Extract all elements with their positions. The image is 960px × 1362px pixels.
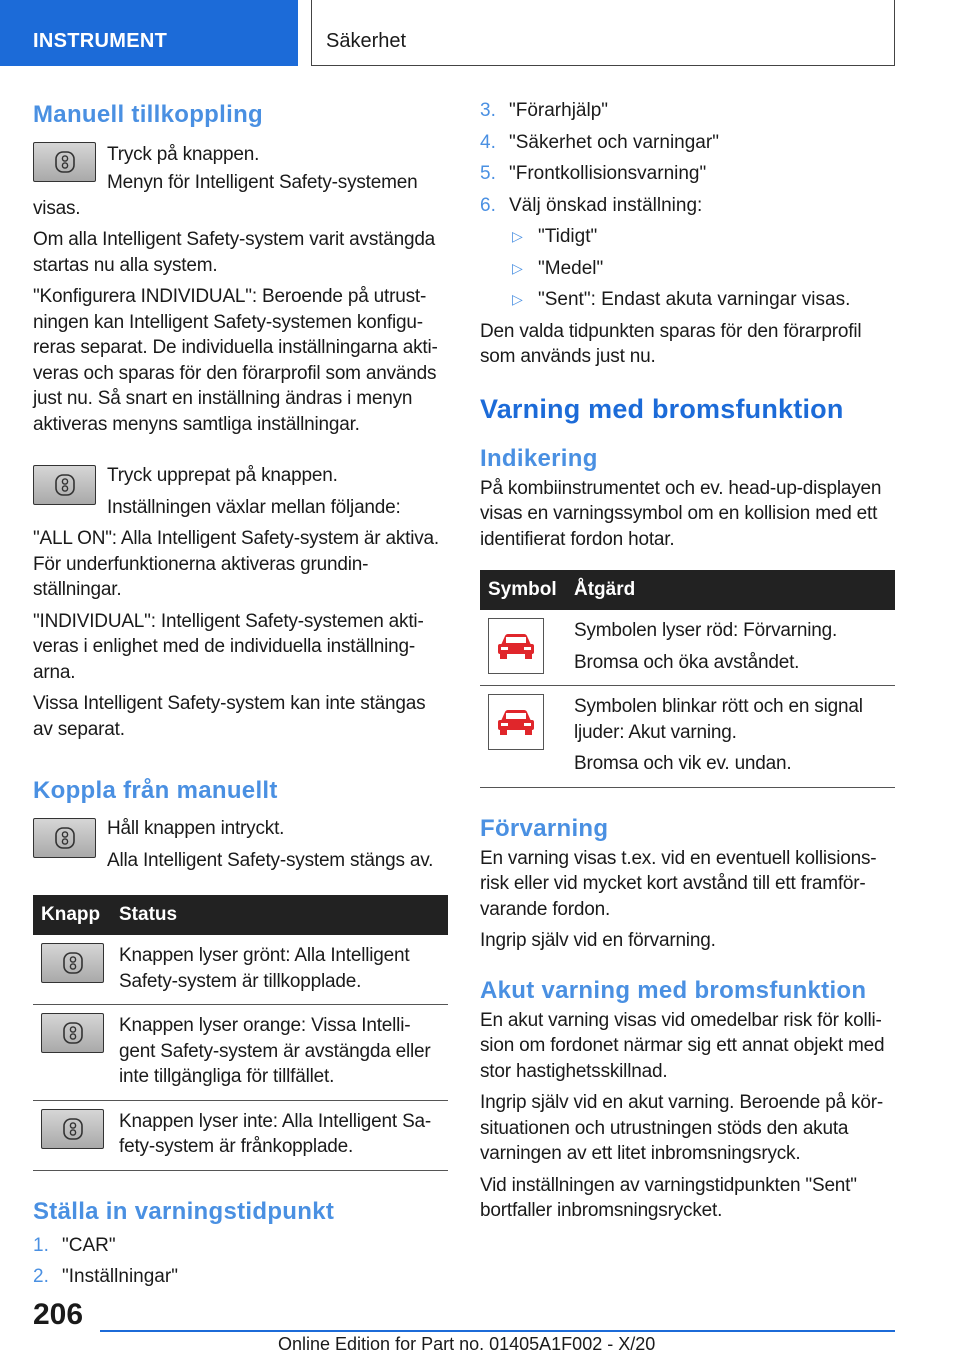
triangle-bullet-icon: ▷: [512, 291, 523, 307]
safety-button-icon: [33, 142, 96, 182]
heading-set-warning-time: Ställa in varningstidpunkt: [33, 1197, 335, 1225]
action-line: Bromsa och vik ev. undan.: [574, 753, 792, 774]
list-item: [480, 193, 895, 219]
table-row: [33, 1005, 448, 1101]
symbol-action-table: [480, 570, 895, 788]
list-item: [33, 1264, 448, 1290]
col-button-header: Knapp: [33, 895, 111, 935]
all-off-text: Alla Intelligent Safety-system stängs av.: [107, 849, 434, 871]
action-line: Bromsa och öka avståndet.: [574, 651, 800, 673]
option-text: "Medel": [538, 257, 604, 279]
some-cannot-text: Vissa Intelligent Safety-system kan inte stängas av separat.: [33, 693, 426, 740]
configure-individual-text: "Konfigurera INDIVIDUAL": Beroende på utrustningen kan Intelligent Safety-systemen konfigureras separat. De individuella inställningarna aktiveras och sparas för den förarprofil som används just nu. Så snart en inställning ändras i menyn aktiveras menyns samtliga inställningar.: [33, 286, 438, 435]
list-item: [509, 256, 895, 282]
steps-list-right: [480, 98, 895, 218]
page-number: 206: [33, 1298, 84, 1331]
prewarning-text: En varning visas t.ex. vid en eventuell kollisionsrisk eller vid mycket kort avstånd till ett framförvarande fordon.: [480, 847, 877, 920]
col-action-header: Åtgärd: [566, 570, 895, 610]
header-chapter-box: [311, 0, 895, 66]
acute-act-text: Ingrip själv vid en akut varning. Beroende på körsituationen och utrustningen stöds den akuta varningen av ett litet inbromsningsryck.: [480, 1092, 884, 1164]
heading-acute-warning: Akut varning med bromsfunktion: [480, 976, 867, 1004]
col-status-header: Status: [111, 895, 448, 935]
hold-button-block: [33, 814, 448, 873]
indication-text: På kombiinstrumentet och ev. head-up-displayen visas en varningssymbol om en kollision med ett identifierat fordon hotar.: [480, 477, 882, 550]
footer-edition: Online Edition for Part no. 01405A1F002 - X/20: [278, 1334, 656, 1354]
step-number: 1.: [33, 1234, 49, 1256]
individual-text: "INDIVIDUAL": Intelligent Safety-systemen aktiveras i enlighet med de individuella inställningarna.: [33, 610, 424, 683]
table-row: [33, 1100, 448, 1170]
heading-indication: Indikering: [480, 444, 598, 472]
safety-button-icon: [41, 1013, 104, 1053]
hold-button-text: Håll knappen intryckt.: [107, 818, 285, 839]
footer-divider: [100, 1330, 895, 1332]
step-text: "Säkerhet och varningar": [509, 131, 719, 153]
action-line: Symbolen lyser röd: Förvarning.: [574, 620, 838, 641]
list-item: [480, 98, 895, 124]
list-item: [509, 287, 895, 313]
status-cell: Knappen lyser grönt: Alla Intelligent Safety-system är tillkopplade.: [111, 935, 448, 1005]
options-list: [480, 224, 895, 313]
saved-note-text: Den valda tidpunkten sparas för den förarprofil som används just nu.: [480, 320, 862, 367]
col-symbol-header: Symbol: [480, 570, 566, 610]
action-line: Symbolen blinkar rött och en signal ljuder: Akut varning.: [574, 696, 863, 743]
status-cell: Knappen lyser inte: Alla Intelligent Safety-system är frånkopplade.: [111, 1100, 448, 1170]
steps-list-left: [33, 1233, 448, 1290]
right-column: [480, 98, 895, 1224]
step-number: 6.: [480, 194, 496, 216]
prewarning-act-text: Ingrip själv vid en förvarning.: [480, 930, 716, 951]
step-number: 2.: [33, 1266, 49, 1287]
table-row: [480, 610, 895, 686]
table-row: [33, 935, 448, 1005]
safety-button-icon: [33, 818, 96, 858]
list-item: [480, 161, 895, 187]
table-row: [480, 686, 895, 788]
acute-text: En akut varning visas vid omedelbar risk för kollision om fordonet närmar sig ett annat objekt med stor hastighetsskillnad.: [480, 1009, 885, 1082]
option-text: "Tidigt": [538, 226, 598, 247]
step-text: "CAR": [62, 1234, 116, 1256]
triangle-bullet-icon: ▷: [512, 228, 523, 244]
button-status-table: [33, 895, 448, 1171]
heading-manual-on: Manuell tillkoppling: [33, 101, 263, 128]
sent-note-text: Vid inställningen av varningstidpunkten "Sent" bortfaller inbromsningsrycket.: [480, 1174, 857, 1221]
option-text: "Sent": Endast akuta varningar visas.: [538, 289, 851, 310]
step-text: "Förarhjälp": [509, 100, 609, 121]
press-button-text: Tryck på knappen.: [107, 144, 260, 165]
step-text: "Inställningar": [62, 1266, 178, 1287]
press-repeat-text: Tryck upprepat på knappen.: [107, 465, 338, 486]
safety-button-icon: [41, 943, 104, 983]
list-item: [480, 130, 895, 156]
heading-manual-off: Koppla från manuellt: [33, 777, 278, 804]
all-off-started-text: Om alla Intelligent Safety-system varit avstängda startas nu alla system.: [33, 229, 436, 276]
step-number: 3.: [480, 100, 496, 121]
press-repeat-block: [33, 461, 448, 520]
collision-warning-car-icon: [488, 618, 544, 674]
collision-warning-car-icon: [488, 694, 544, 750]
header-chapter-label: Säkerhet: [326, 30, 407, 52]
safety-button-icon: [33, 465, 96, 505]
step-text: Välj önskad inställning:: [509, 194, 703, 216]
step-text: "Frontkollisionsvarning": [509, 163, 707, 184]
all-on-text: "ALL ON": Alla Intelligent Safety-system är aktiva. För underfunktionerna aktiveras grundinställningar.: [33, 528, 439, 600]
heading-warning-brake: Varning med bromsfunktion: [480, 393, 844, 424]
menu-shown-text: Menyn för Intelligent Safety-systemen visas.: [33, 172, 418, 219]
left-column: [33, 100, 448, 1290]
setting-toggles-text: Inställningen växlar mellan följande:: [107, 496, 401, 518]
header-section-tab: [0, 0, 298, 66]
list-item: [33, 1233, 448, 1259]
step-number: 4.: [480, 131, 496, 153]
list-item: [509, 224, 895, 250]
step-number: 5.: [480, 163, 496, 184]
header-section-label: INSTRUMENT: [33, 30, 168, 52]
press-button-block: [33, 138, 448, 190]
triangle-bullet-icon: ▷: [512, 259, 523, 276]
status-cell: Knappen lyser orange: Vissa Intelligent Safety-system är avstängda eller inte tillgängliga för tillfället.: [111, 1005, 448, 1101]
heading-prewarning: Förvarning: [480, 814, 609, 842]
safety-button-icon: [41, 1109, 104, 1149]
